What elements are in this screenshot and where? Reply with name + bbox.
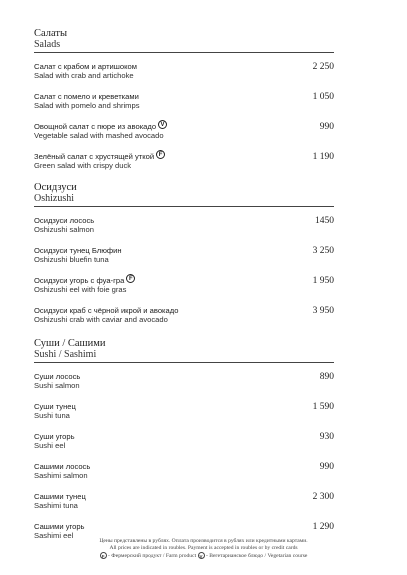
item-price: 1 950: [312, 276, 334, 286]
item-name-ru: [34, 306, 334, 315]
farm-icon: F: [126, 274, 135, 283]
menu-item: [34, 152, 334, 182]
item-name-ru: [34, 372, 334, 381]
item-name-ru: [34, 216, 334, 225]
item-price: 1 190: [312, 152, 334, 162]
vegetarian-icon: V: [158, 120, 167, 129]
farm-legend-text: - Фермерский продукт / Farm product: [108, 552, 197, 559]
item-name-en: Vegetable salad with mashed avocado: [34, 131, 164, 140]
item-name-en: Salad with pomelo and shrimps: [34, 101, 140, 110]
item-name-en: Sashimi salmon: [34, 471, 88, 480]
menu-item: [34, 432, 334, 462]
item-name-en: Sushi salmon: [34, 381, 80, 390]
item-name-ru: [34, 92, 334, 101]
item-list: [34, 216, 334, 336]
menu-item: [34, 246, 334, 276]
footer-legend: [0, 552, 407, 560]
item-name-ru-text: Осидзуси тунец Блюфин: [34, 246, 122, 255]
section-title-en: Sushi / Sashimi: [34, 349, 97, 360]
item-name-en: Oshizushi bluefin tuna: [34, 255, 109, 264]
item-price: 1450: [315, 216, 334, 226]
farm-icon: F: [156, 150, 165, 159]
item-list: [34, 62, 334, 182]
item-name-ru-text: Салат с крабом и артишоком: [34, 62, 137, 71]
menu-item: [34, 216, 334, 246]
item-name-en: Oshizushi salmon: [34, 225, 94, 234]
menu-item: [34, 62, 334, 92]
item-name-en: Green salad with crispy duck: [34, 161, 132, 170]
menu-item: [34, 92, 334, 122]
section-divider: [34, 206, 334, 207]
section-title-ru: Осидзуси: [34, 182, 77, 193]
item-name-ru: [34, 432, 334, 441]
item-name-ru-text: Осидзуси краб с чёрной икрой и авокадо: [34, 306, 179, 315]
item-price: 2 250: [312, 62, 334, 72]
item-name-en: Oshizushi eel with foie gras: [34, 285, 127, 294]
item-name-ru-text: Зелёный салат с хрустящей уткой: [34, 152, 155, 161]
farm-icon: F: [100, 552, 107, 559]
item-name-en: Oshizushi crab with caviar and avocado: [34, 315, 168, 324]
section-title-ru: Суши / Сашими: [34, 338, 106, 349]
item-price: 1 590: [312, 402, 334, 412]
item-name-ru-text: Осидзуси угорь с фуа-гра: [34, 276, 125, 285]
item-price: 990: [319, 122, 334, 132]
item-name-ru-text: Осидзуси лосось: [34, 216, 95, 225]
section-salads: [34, 28, 334, 182]
item-name-ru-text: Салат с помело и креветками: [34, 92, 139, 101]
item-price: 1 290: [312, 522, 334, 532]
item-price: 3 250: [312, 246, 334, 256]
item-name-ru: [34, 402, 334, 411]
section-sushi-sashimi: [34, 338, 334, 552]
item-name-ru-text: Сашими угорь: [34, 522, 85, 531]
item-list: [34, 372, 334, 552]
menu-item: [34, 462, 334, 492]
section-divider: [34, 52, 334, 53]
item-name-ru-text: Сашими лосось: [34, 462, 91, 471]
item-name-ru: [34, 492, 334, 501]
menu-item: [34, 306, 334, 336]
item-name-ru-text: Сашими тунец: [34, 492, 86, 501]
item-name-ru: [34, 62, 334, 71]
item-name-ru: [34, 122, 334, 131]
item-name-ru: [34, 462, 334, 471]
item-name-en: Sashimi eel: [34, 531, 74, 540]
item-name-en: Sushi eel: [34, 441, 66, 450]
section-title-ru: Салаты: [34, 28, 68, 39]
item-price: 3 950: [312, 306, 334, 316]
menu-item: [34, 276, 334, 306]
item-price: 990: [319, 462, 334, 472]
section-title-en: Oshizushi: [34, 193, 74, 204]
vegetarian-icon: V: [199, 554, 203, 559]
item-name-en: Sashimi tuna: [34, 501, 78, 510]
menu-item: [34, 372, 334, 402]
item-name-ru: [34, 522, 334, 531]
item-price: 890: [319, 372, 334, 382]
menu-item: [34, 402, 334, 432]
item-price: 930: [319, 432, 334, 442]
menu-footer: [0, 538, 407, 560]
vegetarian-legend-text: - Вегетарианское блюдо / Vegetarian course: [205, 552, 308, 559]
section-oshizushi: [34, 182, 334, 336]
item-name-ru-text: Овощной салат с пюре из авокадо: [34, 122, 157, 131]
section-divider: [34, 362, 334, 363]
item-price: 1 050: [312, 92, 334, 102]
item-name-en: Sushi tuna: [34, 411, 70, 420]
item-name-ru: [34, 276, 334, 285]
item-price: 2 300: [312, 492, 334, 502]
section-title-en: Salads: [34, 39, 61, 50]
item-name-ru: [34, 152, 334, 161]
menu-item: [34, 492, 334, 522]
footer-note-ru: Цены представлены в рублях. Оплата производится в рублях или кредитными картами.: [99, 538, 308, 544]
item-name-ru-text: Суши лосось: [34, 372, 81, 381]
item-name-ru-text: Суши тунец: [34, 402, 76, 411]
item-name-ru: [34, 246, 334, 255]
menu-item: [34, 122, 334, 152]
item-name-en: Salad with crab and artichoke: [34, 71, 134, 80]
footer-note-en: All prices are indicated in roubles. Payment is accepted in roubles or by credit cards: [109, 545, 298, 551]
item-name-ru-text: Суши угорь: [34, 432, 75, 441]
